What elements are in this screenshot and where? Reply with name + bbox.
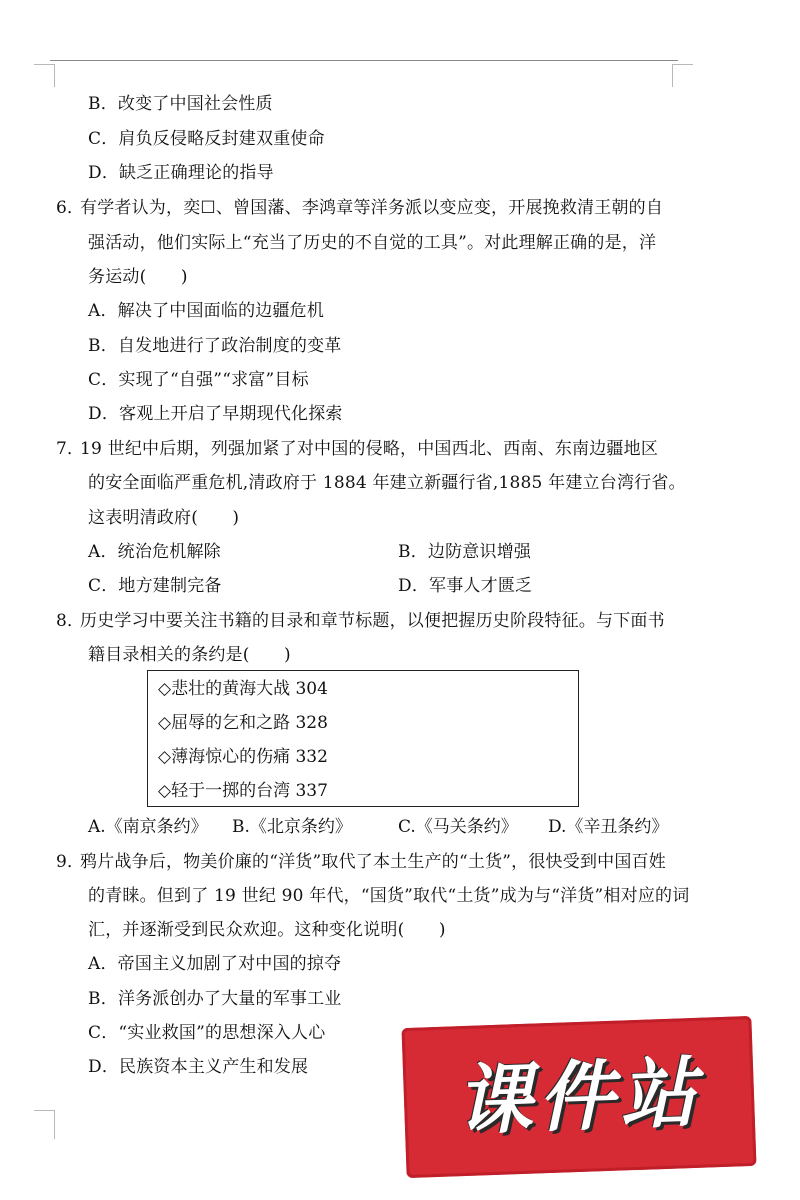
q8-option-c: C.《马关条约》 bbox=[398, 817, 518, 837]
q6-stem-line-2: 强活动，他们实际上“充当了历史的不自觉的工具”。对此理解正确的是，洋 bbox=[88, 233, 657, 253]
q8-option-a: A.《南京条约》 bbox=[88, 817, 208, 837]
crop-mark-top-right bbox=[672, 64, 693, 87]
q6-option-a: A．解决了中国面临的边疆危机 bbox=[88, 301, 325, 321]
q9-stem-line-1: 鸦片战争后，物美价廉的“洋货”取代了本土生产的“土货”，很快受到中国百姓 bbox=[80, 852, 666, 872]
toc-item: ◇薄海惊心的伤痛 332 bbox=[158, 747, 328, 767]
q8-stem-line-2: 籍目录相关的条约是( ) bbox=[88, 645, 291, 665]
q5-option-c: C．肩负反侵略反封建双重使命 bbox=[88, 129, 325, 149]
crop-mark-bottom-left bbox=[34, 1110, 55, 1139]
q9-stem-line-2: 的青睐。但到了 19 世纪 90 年代，“国货”取代“土货”成为与“洋货”相对应的词 bbox=[88, 886, 690, 906]
q9-option-b: B．洋务派创办了大量的军事工业 bbox=[88, 989, 342, 1009]
q5-option-b: B．改变了中国社会性质 bbox=[88, 94, 273, 114]
q7-option-b: B．边防意识增强 bbox=[398, 542, 532, 562]
q7-stem-line-1: 19 世纪中后期，列强加紧了对中国的侵略，中国西北、西南、东南边疆地区 bbox=[80, 439, 659, 459]
q6-stem-line-1: 有学者认为，奕☐、曾国藩、李鸿章等洋务派以变应变，开展挽救清王朝的自 bbox=[80, 198, 664, 218]
q9-option-c: C．“实业救国”的思想深入人心 bbox=[88, 1023, 326, 1043]
q6-option-d: D．客观上开启了早期现代化探索 bbox=[88, 404, 343, 424]
toc-item: ◇轻于一掷的台湾 337 bbox=[158, 781, 328, 801]
q8-option-d: D.《辛丑条约》 bbox=[548, 817, 669, 837]
crop-mark-top-left bbox=[34, 64, 55, 87]
q7-option-d: D．军事人才匮乏 bbox=[398, 576, 533, 596]
toc-item: ◇屈辱的乞和之路 328 bbox=[158, 713, 328, 733]
q6-option-b: B．自发地进行了政治制度的变革 bbox=[88, 336, 342, 356]
q9-number: 9． bbox=[56, 852, 85, 872]
q9-option-a: A．帝国主义加剧了对中国的掠夺 bbox=[88, 954, 342, 974]
q7-stem-line-2: 的安全面临严重危机,清政府于 1884 年建立新疆行省,1885 年建立台湾行省。 bbox=[88, 473, 686, 493]
q6-option-c: C．实现了“自强”“求富”目标 bbox=[88, 370, 309, 390]
header-rule bbox=[50, 60, 678, 61]
q8-number: 8． bbox=[56, 611, 85, 631]
q6-number: 6． bbox=[56, 198, 85, 218]
q6-stem-line-3: 务运动( ) bbox=[88, 267, 188, 287]
q7-stem-line-3: 这表明清政府( ) bbox=[88, 508, 240, 528]
q7-option-c: C．地方建制完备 bbox=[88, 576, 222, 596]
table-of-contents-box bbox=[147, 670, 579, 807]
q5-option-d: D．缺乏正确理论的指导 bbox=[88, 163, 274, 183]
q9-option-d: D．民族资本主义产生和发展 bbox=[88, 1057, 309, 1077]
q8-option-b: B.《北京条约》 bbox=[232, 817, 352, 837]
q8-stem-line-1: 历史学习中要关注书籍的目录和章节标题，以便把握历史阶段特征。与下面书 bbox=[80, 611, 665, 631]
q7-number: 7． bbox=[56, 439, 85, 459]
toc-item: ◇悲壮的黄海大战 304 bbox=[158, 679, 328, 699]
q9-stem-line-3: 汇，并逐渐受到民众欢迎。这种变化说明( ) bbox=[88, 920, 446, 940]
q7-option-a: A．统治危机解除 bbox=[88, 542, 221, 562]
watermark-text: 课件站 bbox=[454, 1047, 704, 1146]
watermark-stamp bbox=[401, 1016, 756, 1178]
